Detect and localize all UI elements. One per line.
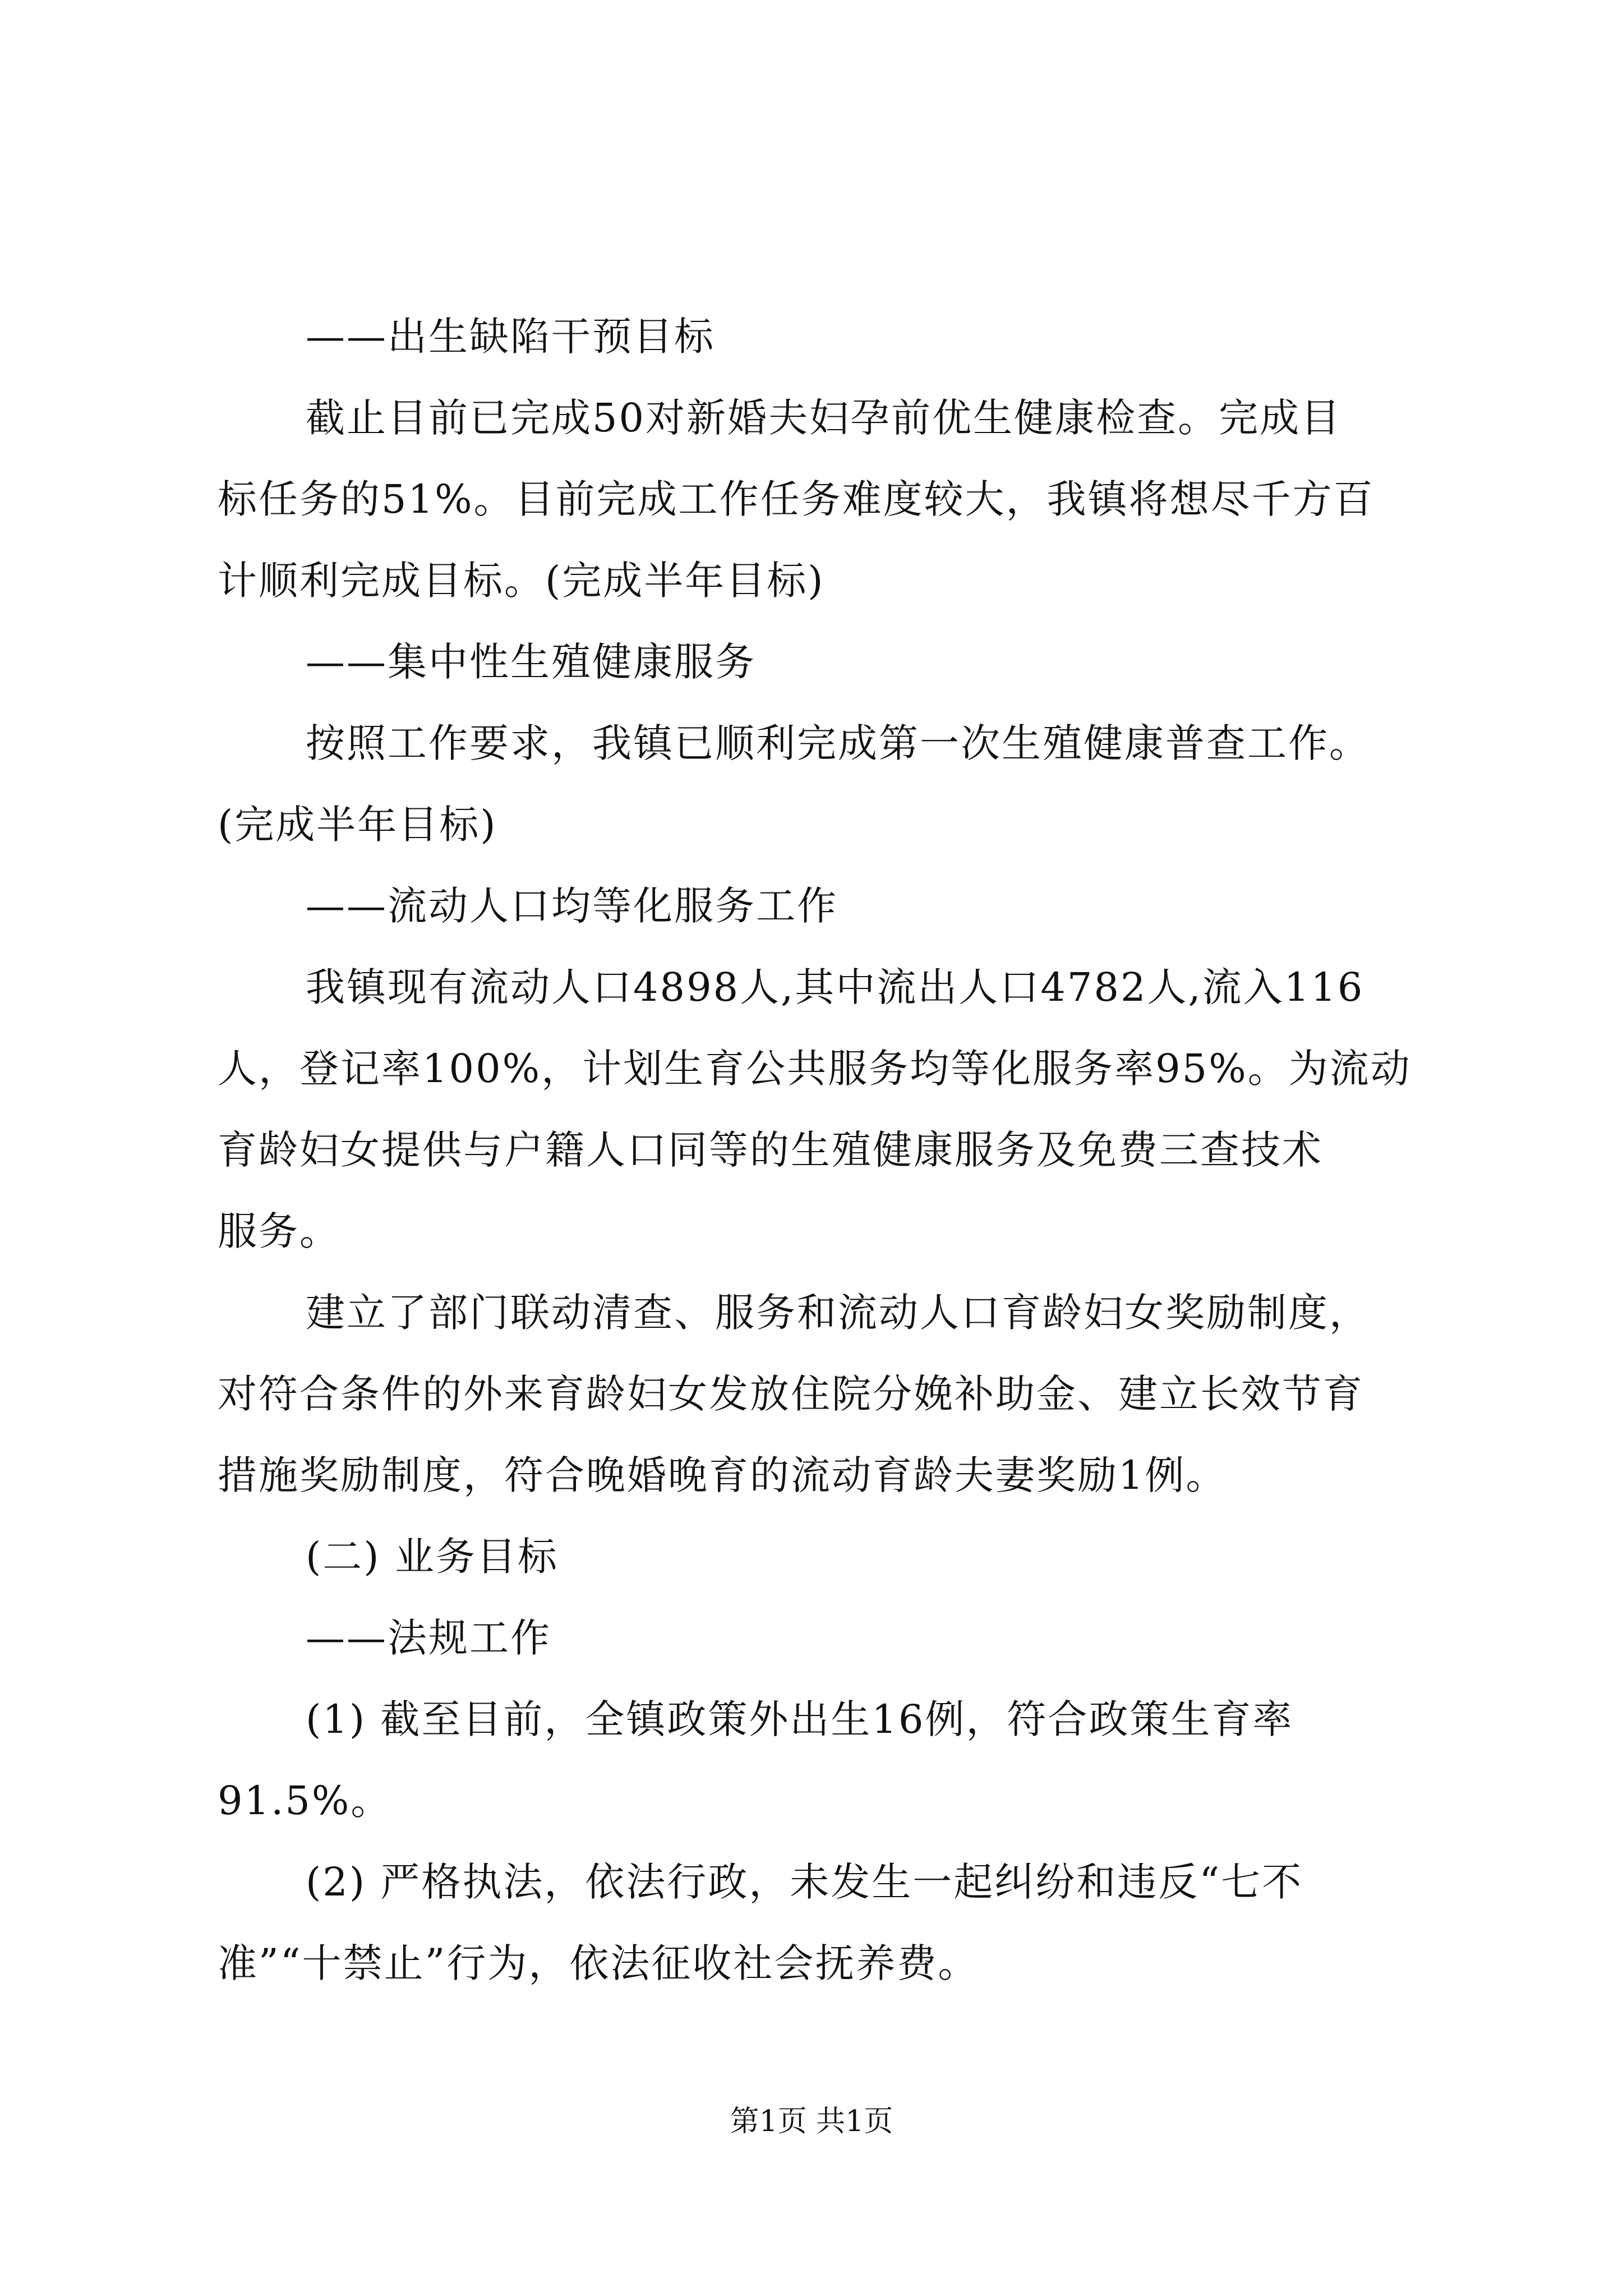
- paragraph-line: (1) 截至目前，全镇政策外出生16例，符合政策生育率: [306, 1696, 1294, 1742]
- paragraph-line: 91.5%。: [218, 1778, 392, 1824]
- heading-birth-defect-intervention: ——出生缺陷干预目标: [306, 314, 715, 360]
- heading-business-goals: (二) 业务目标: [306, 1534, 559, 1580]
- heading-floating-population-service: ——流动人口均等化服务工作: [306, 883, 838, 929]
- paragraph-line: 计顺利完成目标。(完成半年目标): [218, 558, 825, 604]
- paragraph-line: 截止目前已完成50对新婚夫妇孕前优生健康检查。完成目: [306, 395, 1342, 441]
- paragraph-line: 服务。: [218, 1208, 340, 1254]
- heading-regulation-work: ——法规工作: [306, 1615, 551, 1661]
- paragraph-line: 我镇现有流动人口4898人,其中流出人口4782人,流入116: [306, 964, 1364, 1010]
- paragraph-line: (2) 严格执法，依法行政，未发生一起纠纷和违反“七不: [306, 1859, 1303, 1905]
- paragraph-line: 准”“十禁止”行为，依法征收社会抚养费。: [218, 1940, 979, 1986]
- paragraph-line: (完成半年目标): [218, 802, 497, 848]
- paragraph-line: 措施奖励制度，符合晚婚晚育的流动育龄夫妻奖励1例。: [218, 1452, 1227, 1498]
- paragraph-line: 育龄妇女提供与户籍人口同等的生殖健康服务及免费三查技术: [218, 1127, 1323, 1173]
- paragraph-line: 对符合条件的外来育龄妇女发放住院分娩补助金、建立长效节育: [218, 1371, 1364, 1417]
- paragraph-line: 人，登记率100%，计划生育公共服务均等化服务率95%。为流动: [218, 1046, 1412, 1092]
- paragraph-line: 标任务的51%。目前完成工作任务难度较大，我镇将想尽千方百: [218, 476, 1375, 522]
- paragraph-line: 按照工作要求，我镇已顺利完成第一次生殖健康普查工作。: [306, 720, 1370, 766]
- page-number-footer: 第1页 共1页: [730, 2105, 893, 2138]
- heading-reproductive-health-service: ——集中性生殖健康服务: [306, 639, 756, 685]
- paragraph-line: 建立了部门联动清查、服务和流动人口育龄妇女奖励制度，: [306, 1290, 1370, 1336]
